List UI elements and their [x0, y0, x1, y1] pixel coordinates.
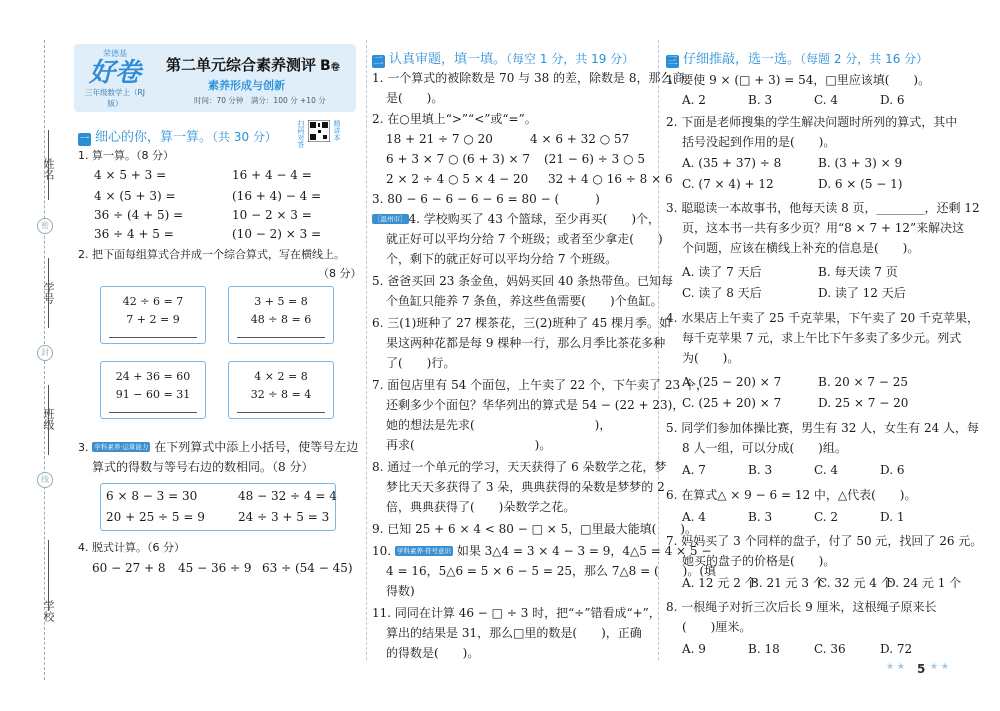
question-text: 11. 同同在计算 46 − □ ÷ 3 时，把“÷”错看成“+”， — [372, 606, 661, 620]
option[interactable]: B. 21 元 3 个 — [750, 576, 825, 590]
question-text: 就正好可以平均分给 7 个班级；或者至少拿走( ) — [386, 232, 663, 246]
question-text: 还剩多少个面包？华华列出的算式是 54 − (22 + 23)， — [386, 398, 685, 412]
answer-line[interactable] — [237, 337, 325, 338]
card-line: 4 × 2 = 8 — [254, 370, 308, 383]
school-line[interactable] — [48, 540, 49, 610]
title-variant: B — [320, 58, 331, 74]
question-text: 4. 水果店上午卖了 25 千克苹果，下午卖了 20 千克苹果， — [666, 311, 980, 325]
question-text: 1. 要使 9 × (□ + 3) = 54，□里应该填( )。 — [666, 73, 931, 87]
question-text: 2. 下面是老师搜集的学生解决问题时所列的算式，其中 — [666, 115, 958, 129]
question-text: 个，剩下的就正好可以平均分给 7 个班级。 — [386, 252, 618, 266]
answer-line[interactable] — [109, 337, 197, 338]
option[interactable]: B. 20 × 7 − 25 — [818, 375, 908, 389]
compare-item[interactable]: 4 × 6 + 32 ○ 57 — [530, 132, 630, 146]
card-line: 7 + 2 = 9 — [126, 313, 180, 326]
option[interactable]: C. (7 × 4) + 12 — [682, 177, 774, 191]
card-line: 91 − 60 = 31 — [115, 388, 191, 401]
bracket-item[interactable]: 20 + 25 ÷ 5 = 9 — [106, 510, 205, 524]
name-label: 姓名 — [42, 158, 55, 180]
question-text: 6. 三(1)班种了 27 棵茶花，三(2)班种了 45 棵月季。如 — [372, 316, 672, 330]
qr-code-icon[interactable] — [308, 120, 330, 142]
question-text: 1. 一个算式的被除数是 70 与 38 的差，除数是 8，那么商 — [372, 71, 685, 85]
question-text: 9. 已知 25 + 6 × 4 < 80 − □ × 5，□里最大能填( )。 — [372, 522, 697, 536]
section-title: 认真审题，填一填。 — [389, 52, 507, 67]
section-icon: 三 — [667, 56, 678, 67]
region-tag: ［温州市］ — [374, 215, 407, 223]
option[interactable]: D. 24 元 1 个 — [886, 576, 962, 590]
calc-item: 36 ÷ (4 + 5) = — [94, 208, 184, 222]
calc-item: 63 ÷ (54 − 45) — [262, 561, 353, 575]
question-text: 梦比天天多获得了 3 朵，典典获得的朵数是梦梦的 2 — [386, 480, 665, 494]
grade-label: 三年级数学上（RJ版） — [85, 88, 145, 108]
page-number: 5 — [917, 662, 926, 676]
compare-item[interactable]: 32 + 4 ○ 16 ÷ 8 × 6 — [548, 172, 673, 186]
calc-item: (10 − 2) × 3 = — [232, 227, 322, 241]
question-text: 个鱼缸只能养 7 条鱼，养这些鱼需要( )个鱼缸。 — [386, 294, 663, 308]
subtitle: 素养形成与创新 — [208, 79, 285, 92]
question-text: 了( )行。 — [386, 356, 456, 370]
section-heading — [372, 48, 634, 68]
calc-item: (16 + 4) − 4 = — [232, 189, 322, 203]
question-text: 果这两种花都是每 9 棵种一行，那么月季比茶花多种 — [386, 336, 666, 350]
student-id-label: 学号 — [42, 282, 55, 304]
class-line[interactable] — [48, 385, 49, 455]
class-label: 班级 — [42, 408, 55, 430]
question-number: 10. — [372, 544, 392, 558]
question-text: 7. 妈妈买了 3 个同样的盘子，付了 50 元，找回了 26 元。 — [666, 534, 983, 548]
answer-line[interactable] — [109, 412, 197, 413]
option[interactable]: A. (25 − 20) × 7 — [682, 375, 782, 389]
merge-card — [100, 361, 206, 419]
compare-item[interactable]: 2 × 2 ÷ 4 ○ 5 × 4 − 20 — [386, 172, 529, 186]
question-text: 6. 在算式△ × 9 − 6 = 12 中，△代表( )。 — [666, 488, 917, 502]
question-text: 8. 一根绳子对折三次后长 9 厘米，这根绳子原来长 — [666, 600, 937, 614]
question-text: 括号没起到作用的是( )。 — [682, 135, 836, 149]
question-text: 算式的得数与等号右边的数相同。（8 分） — [92, 460, 314, 474]
question-label — [78, 439, 358, 456]
option[interactable]: D. 读了 12 天后 — [818, 286, 906, 300]
calc-item: 16 + 4 − 4 = — [232, 168, 312, 182]
option[interactable]: A. 2 — [682, 93, 706, 107]
literacy-tag: 学科素养·运算能力 — [94, 443, 149, 451]
school-label: 学校 — [42, 600, 55, 622]
question-line: 4. 学校购买了 43 个篮球，至少再买( )个， — [408, 212, 661, 226]
question-text[interactable]: 是( )。 — [386, 91, 444, 105]
bracket-item[interactable]: 48 − 32 ÷ 4 = 4 — [238, 489, 337, 503]
title-text: 第二单元综合素养测评 — [166, 56, 317, 74]
option[interactable]: A. 9 — [682, 642, 706, 656]
question-text: 她买的盘子的价格是( )。 — [682, 554, 836, 568]
option[interactable]: D. 6 — [880, 463, 905, 477]
option[interactable]: A. 读了 7 天后 — [682, 265, 762, 279]
option[interactable]: A. (35 + 37) ÷ 8 — [682, 156, 782, 170]
page-title — [166, 54, 340, 75]
card-line: 32 ÷ 8 = 4 — [250, 388, 312, 401]
compare-item[interactable]: 6 + 3 × 7 ○ (6 + 3) × 7 — [386, 152, 531, 166]
question-text — [372, 543, 711, 559]
section-heading — [78, 126, 277, 146]
calc-item: 4 × (5 + 3) = — [94, 189, 176, 203]
section-score: （每题 2 分，共 16 分） — [800, 52, 929, 66]
bracket-item[interactable]: 6 × 8 − 3 = 30 — [106, 489, 198, 503]
option[interactable]: D. 6 — [880, 93, 905, 107]
seal-mark: 密 — [37, 218, 53, 234]
option[interactable]: B. (3 + 3) × 9 — [818, 156, 903, 170]
option[interactable]: A. 4 — [682, 510, 706, 524]
merge-card — [100, 286, 206, 344]
question-label: 4. 脱式计算。（6 分） — [78, 541, 185, 554]
calc-item: 60 − 27 + 8 — [92, 561, 166, 575]
question-text: 个问题，应该在横线上补充的信息是( )。 — [682, 241, 920, 255]
card-line: 24 + 36 = 60 — [115, 370, 191, 383]
section-icon: 一 — [79, 134, 90, 145]
name-line[interactable] — [48, 130, 49, 200]
question-text: 4 = 16，5△6 = 5 × 6 − 5 = 25，那么 7△8 = ( )。(填 — [386, 564, 717, 578]
option[interactable]: D. 72 — [880, 642, 913, 656]
title-juan: 卷 — [330, 63, 340, 73]
compare-item[interactable]: (21 − 6) ÷ 3 ○ 5 — [544, 152, 646, 166]
section-icon: 二 — [373, 56, 384, 67]
question-line: 如果 3△4 = 3 × 4 − 3 = 9，4△5 = 4 × 5 − — [456, 544, 712, 558]
student-id-line[interactable] — [48, 258, 49, 328]
card-line: 3 + 5 = 8 — [254, 295, 308, 308]
option[interactable]: B. 每天读 7 页 — [818, 265, 898, 279]
option[interactable]: B. 3 — [748, 93, 773, 107]
qr-label: 精讲本 — [333, 120, 341, 141]
question-number: 3. — [78, 441, 89, 454]
question-text: 8 人一组，可以分成( )组。 — [682, 441, 847, 455]
question-text: 5. 同学们参加体操比赛，男生有 32 人，女生有 24 人，每 — [666, 421, 980, 435]
question-label: 1. 算一算。（8 分） — [78, 149, 174, 162]
bracket-item[interactable]: 24 ÷ 3 + 5 = 3 — [238, 510, 330, 524]
seal-mark: 封 — [37, 345, 53, 361]
question-text: 3. 聪聪读一本故事书，他每天读 8 页，________，还剩 12 — [666, 201, 980, 215]
question-text: 在下列算式中添上小括号，使等号左边 — [154, 440, 359, 454]
section-title: 仔细推敲，选一选。 — [683, 52, 801, 67]
question-text — [372, 211, 660, 227]
option[interactable]: C. 读了 8 天后 — [682, 286, 762, 300]
seal-mark: 线 — [37, 472, 53, 488]
section-score: （每空 1 分，共 19 分） — [506, 52, 635, 66]
option[interactable]: B. 18 — [748, 642, 780, 656]
section-heading — [666, 48, 928, 68]
star-decoration-icon: ★ ★ — [886, 662, 905, 672]
question-text: 算出的结果是 31，那么□里的数是( )，正确 — [386, 626, 642, 640]
question-label: 2. 把下面每组算式合并成一个综合算式，写在横线上。 — [78, 248, 345, 261]
option[interactable]: D. 25 × 7 − 20 — [818, 396, 909, 410]
question-text: 倍，典典获得了( )朵数学之花。 — [386, 500, 576, 514]
option[interactable]: C. (25 + 20) × 7 — [682, 396, 782, 410]
option[interactable]: C. 2 — [814, 510, 839, 524]
calc-item: 36 ÷ 4 + 5 = — [94, 227, 174, 241]
binding-margin — [0, 0, 72, 711]
option[interactable]: A. 7 — [682, 463, 706, 477]
question-text: 7. 面包店里有 54 个面包，上午卖了 22 个，下午卖了 23 个， — [372, 378, 708, 392]
logo-title: 好卷 — [88, 58, 141, 88]
question-text: ( )厘米。 — [682, 620, 752, 634]
option[interactable]: B. 3 — [748, 510, 773, 524]
question-text: 5. 爸爸买回 23 条金鱼，妈妈买回 40 条热带鱼。已知每 — [372, 274, 674, 288]
question-text: 得数) — [386, 584, 415, 598]
option[interactable]: D. 1 — [880, 510, 905, 524]
option[interactable]: C. 32 元 4 个 — [818, 576, 893, 590]
question-text: 每千克苹果 7 元，求上午比下午多卖了多少元。列式 — [682, 331, 962, 345]
question-text: 她的想法是先求( )， — [386, 418, 612, 432]
question-score: （8 分） — [318, 267, 362, 280]
section-score: （共 30 分） — [212, 130, 277, 144]
merge-card — [228, 361, 334, 419]
question-text: 8. 通过一个单元的学习，天天获得了 6 朵数学之花，梦 — [372, 460, 667, 474]
option[interactable]: C. 36 — [814, 642, 846, 656]
question-text: 页，这本书一共有多少页？用“8 × 7 + 12”来解决这 — [682, 221, 965, 235]
question-text: 再求( )。 — [386, 438, 552, 452]
column-divider — [366, 40, 367, 660]
star-decoration-icon: ★ ★ — [930, 662, 949, 672]
calc-item: 4 × 5 + 3 = — [94, 168, 167, 182]
answer-line[interactable] — [237, 412, 325, 413]
option[interactable]: D. 6 × (5 − 1) — [818, 177, 903, 191]
time-info: 时间：70 分钟 满分：100 分 +10 分 — [194, 96, 326, 105]
option[interactable]: C. 4 — [814, 93, 839, 107]
option[interactable]: B. 3 — [748, 463, 773, 477]
question-text[interactable]: 3. 80 − 6 − 6 − 6 − 6 = 80 − ( ) — [372, 192, 600, 206]
section-title: 细心的你，算一算。 — [95, 130, 213, 145]
question-text: 的得数是( )。 — [386, 646, 480, 660]
qr-label: 扫码对答 — [297, 120, 305, 148]
question-text: 2. 在○里填上“>”“<”或“=”。 — [372, 112, 537, 126]
test-header — [74, 44, 356, 112]
card-line: 42 ÷ 6 = 7 — [122, 295, 184, 308]
question-text: 为( )。 — [682, 351, 740, 365]
qr-code-area[interactable] — [296, 118, 340, 156]
option[interactable]: C. 4 — [814, 463, 839, 477]
logo-brand-text: 荣德基 — [103, 49, 127, 58]
calc-item: 10 − 2 × 3 = — [232, 208, 312, 222]
merge-card — [228, 286, 334, 344]
card-line: 48 ÷ 8 = 6 — [250, 313, 312, 326]
compare-item[interactable]: 18 + 21 ÷ 7 ○ 20 — [386, 132, 493, 146]
literacy-tag: 学科素养·符号意识 — [396, 547, 451, 555]
option[interactable]: A. 12 元 2 个 — [682, 576, 757, 590]
brand-logo — [80, 48, 150, 106]
calc-item: 45 − 36 ÷ 9 — [178, 561, 252, 575]
